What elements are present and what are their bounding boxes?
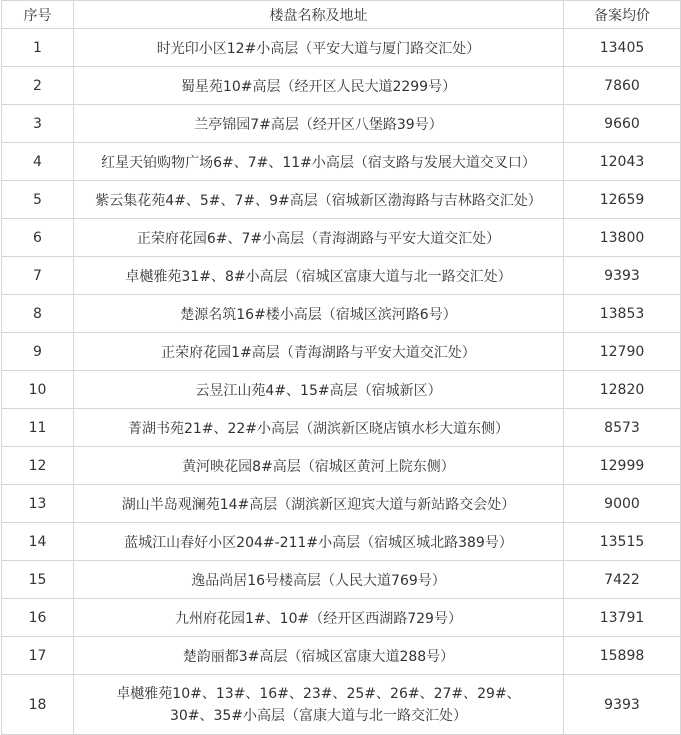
row-price: 13515 [564,523,681,561]
table-row [2,143,681,181]
row-index: 12 [2,447,74,485]
row-price: 15898 [564,637,681,675]
row-project-name: 云昱江山苑4#、15#高层（宿城新区） [74,371,564,409]
row-project-name: 正荣府花园1#高层（青海湖路与平安大道交汇处） [74,333,564,371]
row-project-name: 卓樾雅苑10#、13#、16#、23#、25#、26#、27#、29#、30#、35#小高层（富康大道与北一路交汇处） [74,675,564,735]
row-price: 12820 [564,371,681,409]
row-project-name: 九州府花园1#、10#（经开区西湖路729号） [74,599,564,637]
row-project-name: 菁湖书苑21#、22#小高层（湖滨新区晓店镇水杉大道东侧） [74,409,564,447]
row-index: 17 [2,637,74,675]
row-project-name: 楚韵丽都3#高层（宿城区富康大道288号） [74,637,564,675]
table-row [2,295,681,333]
table-header [2,1,681,29]
row-price: 9660 [564,105,681,143]
row-index: 14 [2,523,74,561]
table-row [2,447,681,485]
row-project-name: 正荣府花园6#、7#小高层（青海湖路与平安大道交汇处） [74,219,564,257]
table-row [2,371,681,409]
table-row [2,257,681,295]
header-average-price: 备案均价 [564,1,681,29]
table-row [2,599,681,637]
row-index: 16 [2,599,74,637]
row-project-name: 楚源名筑16#楼小高层（宿城区滨河路6号） [74,295,564,333]
row-index: 6 [2,219,74,257]
row-index: 3 [2,105,74,143]
row-index: 13 [2,485,74,523]
row-project-name: 紫云集花苑4#、5#、7#、9#高层（宿城新区渤海路与吉林路交汇处） [74,181,564,219]
row-price: 13405 [564,29,681,67]
table-row [2,333,681,371]
row-price: 12999 [564,447,681,485]
table-row [2,409,681,447]
table-row [2,67,681,105]
table-row [2,637,681,675]
row-index: 2 [2,67,74,105]
row-index: 1 [2,29,74,67]
row-index: 5 [2,181,74,219]
row-price: 13853 [564,295,681,333]
row-project-name: 时光印小区12#小高层（平安大道与厦门路交汇处） [74,29,564,67]
table-row [2,29,681,67]
row-price: 9393 [564,675,681,735]
row-price: 13791 [564,599,681,637]
header-row [2,1,681,29]
row-project-name: 兰亭锦园7#高层（经开区八堡路39号） [74,105,564,143]
header-index: 序号 [2,1,74,29]
row-price: 9000 [564,485,681,523]
row-index: 15 [2,561,74,599]
row-index: 10 [2,371,74,409]
row-index: 11 [2,409,74,447]
row-project-name: 逸品尚居16号楼高层（人民大道769号） [74,561,564,599]
row-price: 13800 [564,219,681,257]
row-project-name: 蜀星苑10#高层（经开区人民大道2299号） [74,67,564,105]
row-price: 9393 [564,257,681,295]
table-row [2,105,681,143]
table-row [2,181,681,219]
row-index: 9 [2,333,74,371]
row-price: 8573 [564,409,681,447]
row-project-name: 湖山半岛观澜苑14#高层（湖滨新区迎宾大道与新站路交会处） [74,485,564,523]
row-index: 7 [2,257,74,295]
table-row [2,219,681,257]
table-row [2,485,681,523]
row-price: 12790 [564,333,681,371]
row-project-name: 蓝城江山春好小区204#-211#小高层（宿城区城北路389号） [74,523,564,561]
table-body [2,29,681,735]
header-project-name-address: 楼盘名称及地址 [74,1,564,29]
housing-price-table [1,0,681,735]
row-price: 12043 [564,143,681,181]
table-row [2,675,681,735]
row-index: 8 [2,295,74,333]
row-price: 12659 [564,181,681,219]
row-project-name: 卓樾雅苑31#、8#小高层（宿城区富康大道与北一路交汇处） [74,257,564,295]
row-index: 18 [2,675,74,735]
row-price: 7422 [564,561,681,599]
table-row [2,523,681,561]
row-project-name: 红星天铂购物广场6#、7#、11#小高层（宿支路与发展大道交叉口） [74,143,564,181]
table-row [2,561,681,599]
row-price: 7860 [564,67,681,105]
row-index: 4 [2,143,74,181]
row-project-name: 黄河映花园8#高层（宿城区黄河上院东侧） [74,447,564,485]
